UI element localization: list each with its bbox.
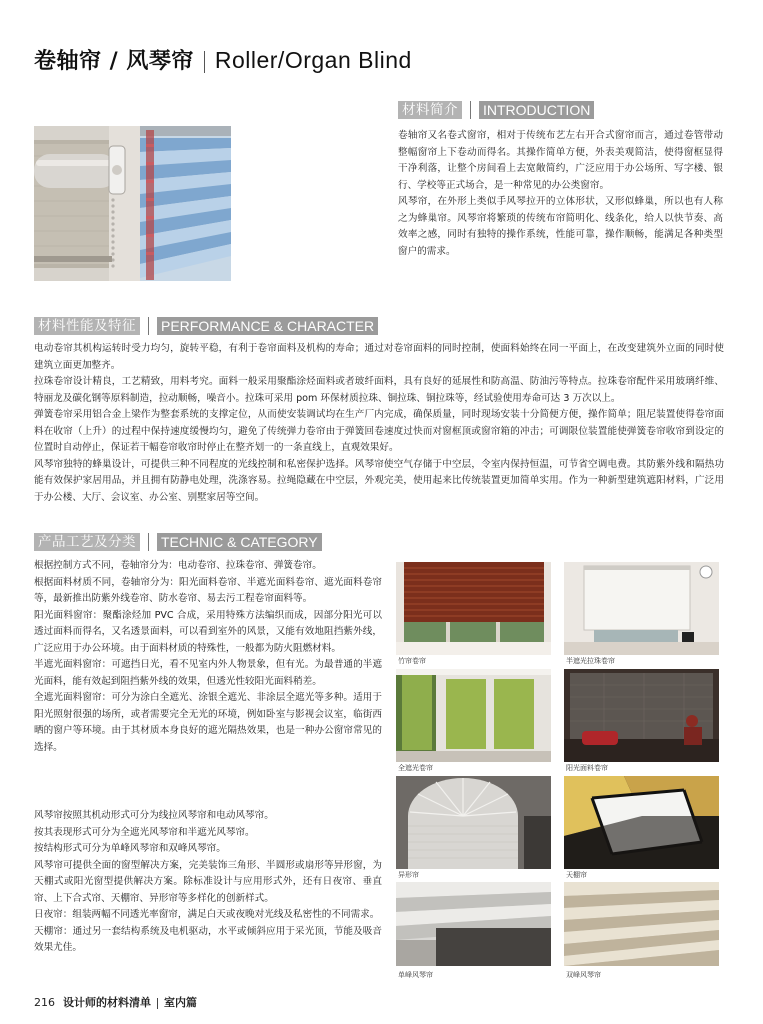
- performance-text: [34, 341, 724, 506]
- technic-paragraph: 风琴帘可提供全面的窗型解决方案，完美装饰三角形、半圆形或扇形等异形窗，为天棚式或阳光窗型提供解决方案。除标准设计与应用形式外，还有日夜帘、垂直帘、上下合式帘、天棚帘、异形帘等多样化的创新样式。: [34, 859, 382, 904]
- photo-caption: 异形帘: [398, 871, 419, 879]
- technic-text-roller: [34, 558, 382, 756]
- technic-paragraph: 按其表现形式可分为全遮光风琴帘和半遮光风琴帘。: [34, 826, 255, 838]
- performance-header-en: PERFORMANCE & CHARACTER: [157, 317, 378, 335]
- page-footer: [34, 994, 197, 1010]
- page-title: [34, 44, 412, 75]
- technic-header: [34, 533, 322, 551]
- photo-skylight-blind: [564, 776, 719, 869]
- performance-paragraph: 风琴帘独特的蜂巢设计，可提供三种不同程度的光线控制和私密保护选择。风琴帘使空气存储于中空层，令室内保持恒温，可节省空调电费。其防紫外线和隔热功能有效保护家居用品，并且拥有防静电处理，洗涤容易。拉绳隐藏在中空层，外观完美，使用起来比传统装置更加简单实用。作为一种新型建筑遮阳材料，广泛用于办公楼、大厅、会议室、办公室、别墅家居等空间。: [34, 458, 724, 503]
- performance-paragraph: 拉珠卷帘设计精良，工艺精致，用料考究。面料一般采用聚酯涂烃面料或者玻纤面料，具有良好的延展性和防高温、防油污等特点。拉珠卷帘配件采用玻璃纤维、特丽龙及碳化钢等原料制造，拉动顺畅，噪音小。拉珠可采用 pom 环保材质拉珠、铜拉珠、铜拉珠等，经试验使用寿命可达 3 万次以上。: [34, 376, 724, 404]
- photo-caption: 单峰风琴帘: [398, 971, 433, 979]
- photo-single-cell-blind: [396, 882, 551, 966]
- photo-caption: 竹帘卷帘: [398, 657, 426, 665]
- intro-header: [398, 101, 594, 119]
- title-divider: [204, 51, 205, 73]
- technic-paragraph: 天棚帘：通过另一套结构系统及电机驱动，水平或倾斜应用于采光顶，节能及吸音效果尤佳。: [34, 925, 382, 953]
- photo-special-shape-blind: [396, 776, 551, 869]
- photo-caption: 双峰风琴帘: [566, 971, 601, 979]
- technic-paragraph: 风琴帘按照其机动形式可分为线拉风琴帘和电动风琴帘。: [34, 810, 274, 821]
- performance-paragraph: 弹簧卷帘采用铝合金上梁作为整套系统的支撑定位，从而使安装调试均在生产厂内完成，确保质量，同时现场安装十分简便方便，操作简单；阻尼装置使得卷帘面料在收帘（上升）的过程中保持速度缓慢均匀，避免了传统弹力卷帘由于弹簧回卷速度过快而对窗框顶或窗帘箱的冲击；可调限位装置能使弹簧卷帘收帘到设定的位置时自动停止，保证若干幅卷帘收帘时停止在整齐划一的一条直线上，直观效果好。: [34, 409, 724, 453]
- intro-header-en: INTRODUCTION: [479, 101, 594, 119]
- footer-divider: [157, 998, 158, 1009]
- technic-header-cn: 产品工艺及分类: [34, 533, 140, 551]
- page-title-en: Roller/Organ Blind: [214, 47, 412, 73]
- technic-paragraph: 按结构形式可分为单峰风琴帘和双峰风琴帘。: [34, 843, 226, 854]
- intro-header-cn: 材料简介: [398, 101, 462, 119]
- photo-caption: 半遮光拉珠卷帘: [566, 657, 615, 665]
- photo-double-cell-blind: [564, 882, 719, 966]
- page-title-cn: 卷轴帘 / 风琴帘: [34, 49, 194, 74]
- performance-header: [34, 317, 378, 335]
- photo-sunscreen-roller: [564, 669, 719, 762]
- header-divider: [470, 101, 471, 119]
- technic-paragraph: 日夜帘：组装两幅不同透光率窗帘，满足白天或夜晚对光线及私密性的不同需求。: [34, 909, 380, 920]
- technic-paragraph: 阳光面料窗帘：聚酯涂烃加 PVC 合成，采用特殊方法编织而成，因部分阳光可以透过面料而得名，又名透景面料，可以看到室外的风景，又能有效地阻挡紫外线，广泛应用于办公环境。由于面料材质的特殊性，一般都为防火阻燃材料。: [34, 609, 382, 654]
- technic-paragraph: 全遮光面料窗帘：可分为涂白全遮光、涂银全遮光、非涂层全遮光等多种。适用于阳光照射很强的场所，或者需要完全无光的环境，例如卧室与影视会议室，临街西晒的窗户等环境。由于其材质本身良好的遮光隔热效果，也是一种办公窗帘常见的选择。: [34, 692, 382, 753]
- hero-product-image: [34, 126, 231, 281]
- photo-bamboo-roller: [396, 562, 551, 655]
- photo-caption: 阳光面料卷帘: [566, 764, 608, 772]
- photo-full-shade-roller: [396, 669, 551, 762]
- header-divider: [148, 533, 149, 551]
- header-divider: [148, 317, 149, 335]
- photo-caption: 天棚帘: [566, 871, 587, 879]
- book-title: 设计师的材料清单: [63, 996, 151, 1009]
- book-volume: 室内篇: [164, 996, 197, 1009]
- technic-paragraph: 根据面料材质不同，卷轴帘分为：阳光面料卷帘、半遮光面料卷帘、遮光面料卷帘等，最新推出防紫外线卷帘、防水卷帘、易去污工程卷帘面料等。: [34, 576, 382, 604]
- technic-text-organ: [34, 808, 382, 957]
- intro-paragraph: 风琴帘，在外形上类似手风琴拉开的立体形状，又形似蜂巢，所以也有人称之为蜂巢帘。风琴帘将繁琐的传统布帘简明化、线条化，给人以快节奏、高效率之感，同时有独特的操作系统，性能可靠，操作顺畅，能满足各种类型窗户的需求。: [398, 196, 723, 257]
- technic-paragraph: 根据控制方式不同，卷轴帘分为：电动卷帘、拉珠卷帘、弹簧卷帘。: [34, 560, 322, 571]
- performance-paragraph: 电动卷帘其机构运转时受力均匀，旋转平稳，有利于卷帘面料及机构的寿命；通过对卷帘面料的同时控制，使面料始终在同一平面上，在改变建筑外立面的同时使建筑立面更加整齐。: [34, 343, 724, 371]
- photo-caption: 全遮光卷帘: [398, 764, 433, 772]
- page-number: 216: [34, 996, 55, 1009]
- technic-paragraph: 半遮光面料窗帘：可遮挡日光，看不见室内外人物景象，但有光。为最普通的半遮光面料，能有效起到阻挡紫外线的效果，但透光性较阳光面料稍差。: [34, 659, 382, 687]
- performance-header-cn: 材料性能及特征: [34, 317, 140, 335]
- technic-header-en: TECHNIC & CATEGORY: [157, 533, 322, 551]
- photo-semi-shade-roller: [564, 562, 719, 655]
- intro-paragraph: 卷轴帘又名卷式窗帘，相对于传统布艺左右开合式窗帘而言，通过卷管带动整幅窗帘上下卷动而得名。其操作简单方便，外表美观简洁，使得窗框显得干净利落，让整个房间看上去宽敞简约，广泛应用于办公场所、写字楼、银行、学校等正式场合，是一种常见的办公类窗帘。: [398, 130, 723, 191]
- intro-text: [398, 128, 723, 260]
